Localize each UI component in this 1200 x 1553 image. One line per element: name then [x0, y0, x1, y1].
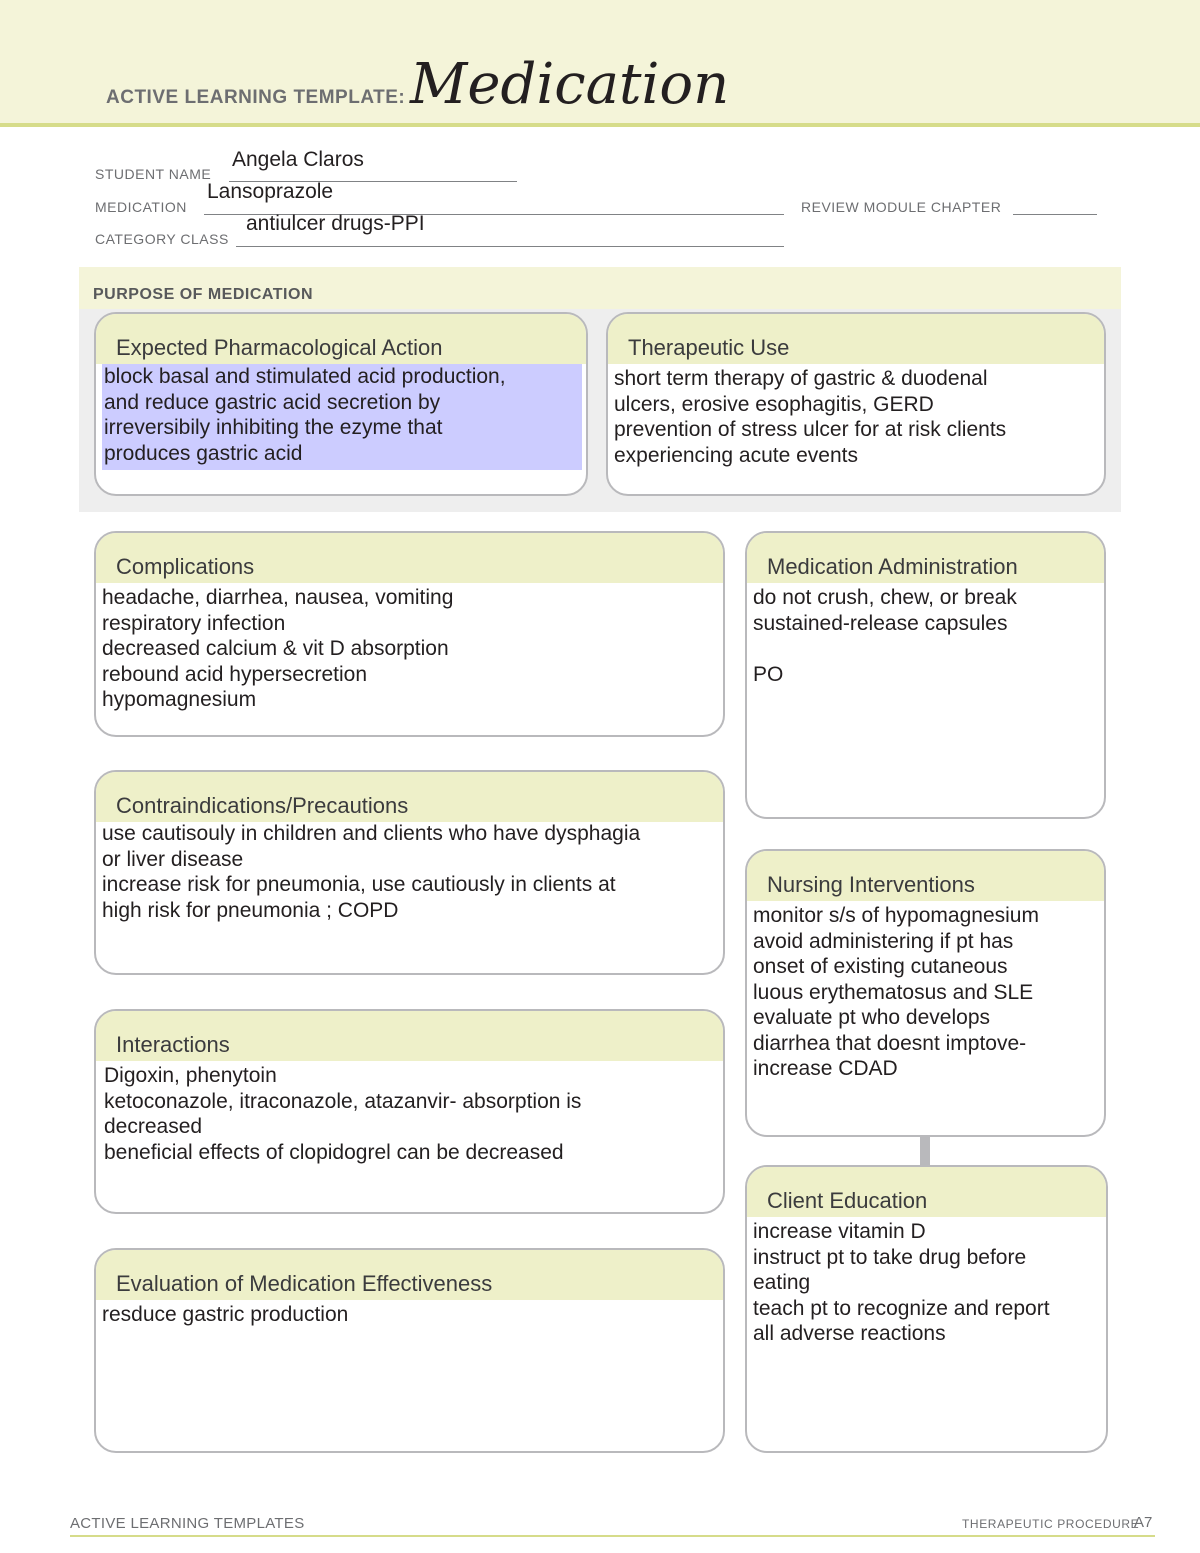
card-header [747, 533, 1104, 583]
interactions-card [94, 1009, 725, 1214]
client-education-card [745, 1165, 1108, 1453]
template-label: ACTIVE LEARNING TEMPLATE: [106, 87, 406, 108]
contraindications-text[interactable]: use cautisouly in children and clients who have dysphagia or liver disease increase risk for pneumonia, use cautiously in clients at high risk for pneumonia ; COPD [102, 822, 641, 922]
therapeutic-use-text[interactable]: short term therapy of gastric & duodenal ulcers, erosive esophagitis, GERD prevention of stress ulcer for at risk clients experiencing acute events [614, 367, 1007, 467]
therapeutic-use-title: Therapeutic Use [628, 335, 790, 360]
card-header [96, 533, 723, 583]
interactions-title: Interactions [116, 1032, 230, 1057]
purpose-label: PURPOSE OF MEDICATION [93, 286, 313, 303]
evaluation-text[interactable]: resduce gastric production [102, 1303, 349, 1326]
review-module-underline [1013, 214, 1097, 215]
administration-title: Medication Administration [767, 554, 1018, 579]
interactions-text[interactable]: Digoxin, phenytoin ketoconazole, itraconazole, atazanvir- absorption is decreased beneficial effects of clopidogrel can be decreased [104, 1064, 582, 1164]
card-header [747, 851, 1104, 901]
contraindications-card [94, 770, 725, 975]
header-divider [0, 123, 1200, 127]
contraindications-title: Contraindications/Precautions [116, 793, 409, 818]
therapeutic-use-card [606, 312, 1106, 496]
evaluation-card [94, 1248, 725, 1453]
client-education-text[interactable]: increase vitamin D instruct pt to take drug before eating teach pt to recognize and report all adverse reactions [753, 1220, 1050, 1345]
category-class-field[interactable]: antiulcer drugs-PPI [246, 212, 425, 235]
expected-action-text[interactable]: block basal and stimulated acid production, and reduce gastric acid secretion by irreversibily inhibiting the ezyme that produces gastric acid [102, 364, 582, 470]
footer-divider [70, 1535, 1155, 1537]
footer-left-text: ACTIVE LEARNING TEMPLATES [70, 1515, 305, 1532]
category-class-label: CATEGORY CLASS [95, 231, 229, 247]
client-education-title: Client Education [767, 1188, 928, 1213]
student-name-field[interactable]: Angela Claros [232, 148, 364, 171]
administration-text[interactable]: do not crush, chew, or break sustained-release capsules PO [753, 586, 1017, 686]
card-header [96, 772, 723, 822]
medication-label: MEDICATION [95, 199, 187, 215]
page-number: A7 [1134, 1514, 1153, 1531]
card-connector [920, 1135, 930, 1167]
nursing-interventions-title: Nursing Interventions [767, 872, 975, 897]
review-module-label: REVIEW MODULE CHAPTER [801, 199, 1002, 215]
card-header [608, 314, 1104, 364]
nursing-interventions-text[interactable]: monitor s/s of hypomagnesium avoid administering if pt has onset of existing cutaneous luous erythematosus and SLE evaluate pt who develops diarrhea that doesnt imptove- increase CDAD [753, 904, 1039, 1080]
card-header [96, 1011, 723, 1061]
category-class-underline [236, 246, 784, 247]
card-header [747, 1167, 1106, 1217]
expected-action-card [94, 312, 588, 496]
nursing-interventions-card [745, 849, 1106, 1137]
card-header [96, 314, 586, 364]
expected-action-title: Expected Pharmacological Action [116, 335, 443, 360]
evaluation-title: Evaluation of Medication Effectiveness [116, 1271, 493, 1296]
page-title: Medication [410, 52, 730, 117]
medication-field[interactable]: Lansoprazole [207, 180, 334, 203]
complications-card [94, 531, 725, 737]
student-name-label: STUDENT NAME [95, 166, 212, 182]
card-header [96, 1250, 723, 1300]
complications-text[interactable]: headache, diarrhea, nausea, vomiting respiratory infection decreased calcium & vit D absorption rebound acid hypersecretion hypomagnesium [102, 586, 454, 711]
complications-title: Complications [116, 554, 255, 579]
footer-right-text: THERAPEUTIC PROCEDURE [962, 1517, 1140, 1531]
administration-card [745, 531, 1106, 819]
